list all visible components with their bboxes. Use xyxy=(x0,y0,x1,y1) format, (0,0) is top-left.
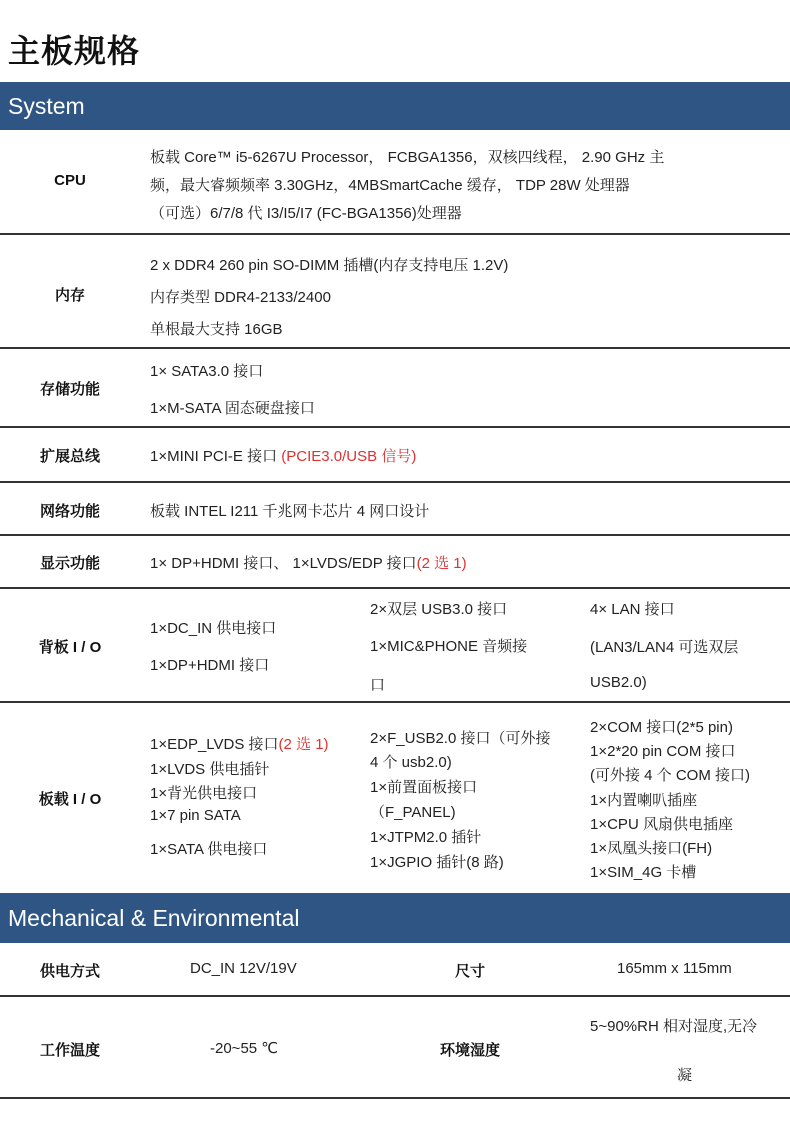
row-divider xyxy=(0,347,790,349)
section-title: System xyxy=(8,93,85,119)
row-label-network: 网络功能 xyxy=(39,503,100,520)
power-label: 供电方式 xyxy=(39,963,100,980)
rear-io-col2: 口 xyxy=(370,677,386,694)
row-label-expansion: 扩展总线 xyxy=(39,448,100,465)
temp-label: 工作温度 xyxy=(39,1042,100,1059)
network-value: 板载 INTEL I211 千兆网卡芯片 4 网口设计 xyxy=(150,503,430,520)
onboard-io-edp-note: (2 选 1) xyxy=(278,736,329,753)
humidity-value: 5~90%RH 相对湿度,无冷 xyxy=(590,1018,758,1035)
humidity-value-cont: 凝 xyxy=(677,1067,693,1084)
row-label-rear-io: 背板 I / O xyxy=(38,639,102,656)
row-divider xyxy=(0,534,790,536)
row-divider xyxy=(0,701,790,703)
rear-io-col3: 4× LAN 接口 xyxy=(590,601,675,618)
section-title: Mechanical & Environmental xyxy=(8,905,300,931)
row-label-memory: 内存 xyxy=(54,287,85,304)
onboard-io-col3: 1×2*20 pin COM 接口 xyxy=(590,743,736,760)
expansion-text: 1×MINI PCI-E 接口 xyxy=(150,448,282,465)
display-note: (2 选 1) xyxy=(416,555,467,572)
humidity-label: 环境湿度 xyxy=(439,1042,500,1059)
expansion-value xyxy=(150,445,416,466)
onboard-io-col2: 1×前置面板接口 xyxy=(370,779,478,796)
size-label: 尺寸 xyxy=(454,963,485,980)
onboard-io-col3: 2×COM 接口(2*5 pin) xyxy=(590,719,733,736)
onboard-io-col3: 1×内置喇叭插座 xyxy=(590,792,698,809)
rear-io-col1: 1×DC_IN 供电接口 xyxy=(150,620,277,637)
onboard-io-col3: 1×SIM_4G 卡槽 xyxy=(590,864,697,881)
size-value: 165mm x 115mm xyxy=(617,960,732,977)
onboard-io-col2: （F_PANEL) xyxy=(370,804,456,821)
storage-line: 1×M-SATA 固态硬盘接口 xyxy=(150,400,315,417)
onboard-io-col2: 4 个 usb2.0) xyxy=(370,754,452,771)
cpu-line: 频，最大睿频频率 3.30GHz，4MBSmartCache 缓存， TDP 28W 处理器 xyxy=(150,177,630,194)
expansion-note: (PCIE3.0/USB 信号) xyxy=(281,448,417,465)
onboard-io-col3: 1×CPU 风扇供电插座 xyxy=(590,816,733,833)
row-label-display: 显示功能 xyxy=(39,555,100,572)
row-divider xyxy=(0,481,790,483)
onboard-io-col2: 1×JGPIO 插针(8 路) xyxy=(370,854,504,871)
section-header-mechanical xyxy=(0,893,790,943)
power-value: DC_IN 12V/19V xyxy=(190,960,297,977)
row-divider xyxy=(0,233,790,235)
rear-io-col1: 1×DP+HDMI 接口 xyxy=(150,657,270,674)
row-label-onboard-io: 板载 I / O xyxy=(38,791,102,808)
row-divider xyxy=(0,587,790,589)
row-label-storage: 存储功能 xyxy=(39,381,100,398)
onboard-io-col1: 1×LVDS 供电插针 xyxy=(150,761,270,778)
display-text: 1× DP+HDMI 接口、 1×LVDS/EDP 接口 xyxy=(150,555,417,572)
section-header-system xyxy=(0,82,790,130)
display-value xyxy=(150,552,467,573)
row-divider xyxy=(0,995,790,997)
onboard-io-col3: 1×凤凰头接口(FH) xyxy=(590,840,713,857)
rear-io-col3-note: (LAN3/LAN4 可选双层 xyxy=(590,639,739,656)
onboard-io-col1 xyxy=(150,733,329,754)
temp-value: -20~55 ℃ xyxy=(210,1040,279,1057)
rear-io-col2: 2×双层 USB3.0 接口 xyxy=(370,601,508,618)
onboard-io-col2: 1×JTPM2.0 插针 xyxy=(370,829,482,846)
memory-line: 2 x DDR4 260 pin SO-DIMM 插槽(内存支持电压 1.2V) xyxy=(150,257,509,274)
onboard-io-col1: 1×7 pin SATA xyxy=(150,807,241,824)
rear-io-col3-note: USB2.0) xyxy=(590,674,647,691)
row-label-cpu: CPU xyxy=(54,172,86,189)
row-divider xyxy=(0,1097,790,1099)
onboard-io-edp: 1×EDP_LVDS 接口 xyxy=(150,736,279,753)
onboard-io-col1: 1×SATA 供电接口 xyxy=(150,841,268,858)
rear-io-col2: 1×MIC&PHONE 音频接 xyxy=(370,638,528,655)
memory-line: 内存类型 DDR4-2133/2400 xyxy=(150,289,331,306)
onboard-io-col1: 1×背光供电接口 xyxy=(150,785,258,802)
row-divider xyxy=(0,426,790,428)
onboard-io-col2: 2×F_USB2.0 接口（可外接 xyxy=(370,730,551,747)
onboard-io-col3: (可外接 4 个 COM 接口) xyxy=(590,767,750,784)
storage-line: 1× SATA3.0 接口 xyxy=(150,363,264,380)
cpu-line: 板载 Core™ i5-6267U Processor， FCBGA1356，双核四线程， 2.90 GHz 主 xyxy=(150,149,665,166)
memory-line: 单根最大支持 16GB xyxy=(150,321,283,338)
page-title: 主板规格 xyxy=(8,33,141,69)
cpu-line: （可选）6/7/8 代 I3/I5/I7 (FC-BGA1356)处理器 xyxy=(150,205,462,222)
